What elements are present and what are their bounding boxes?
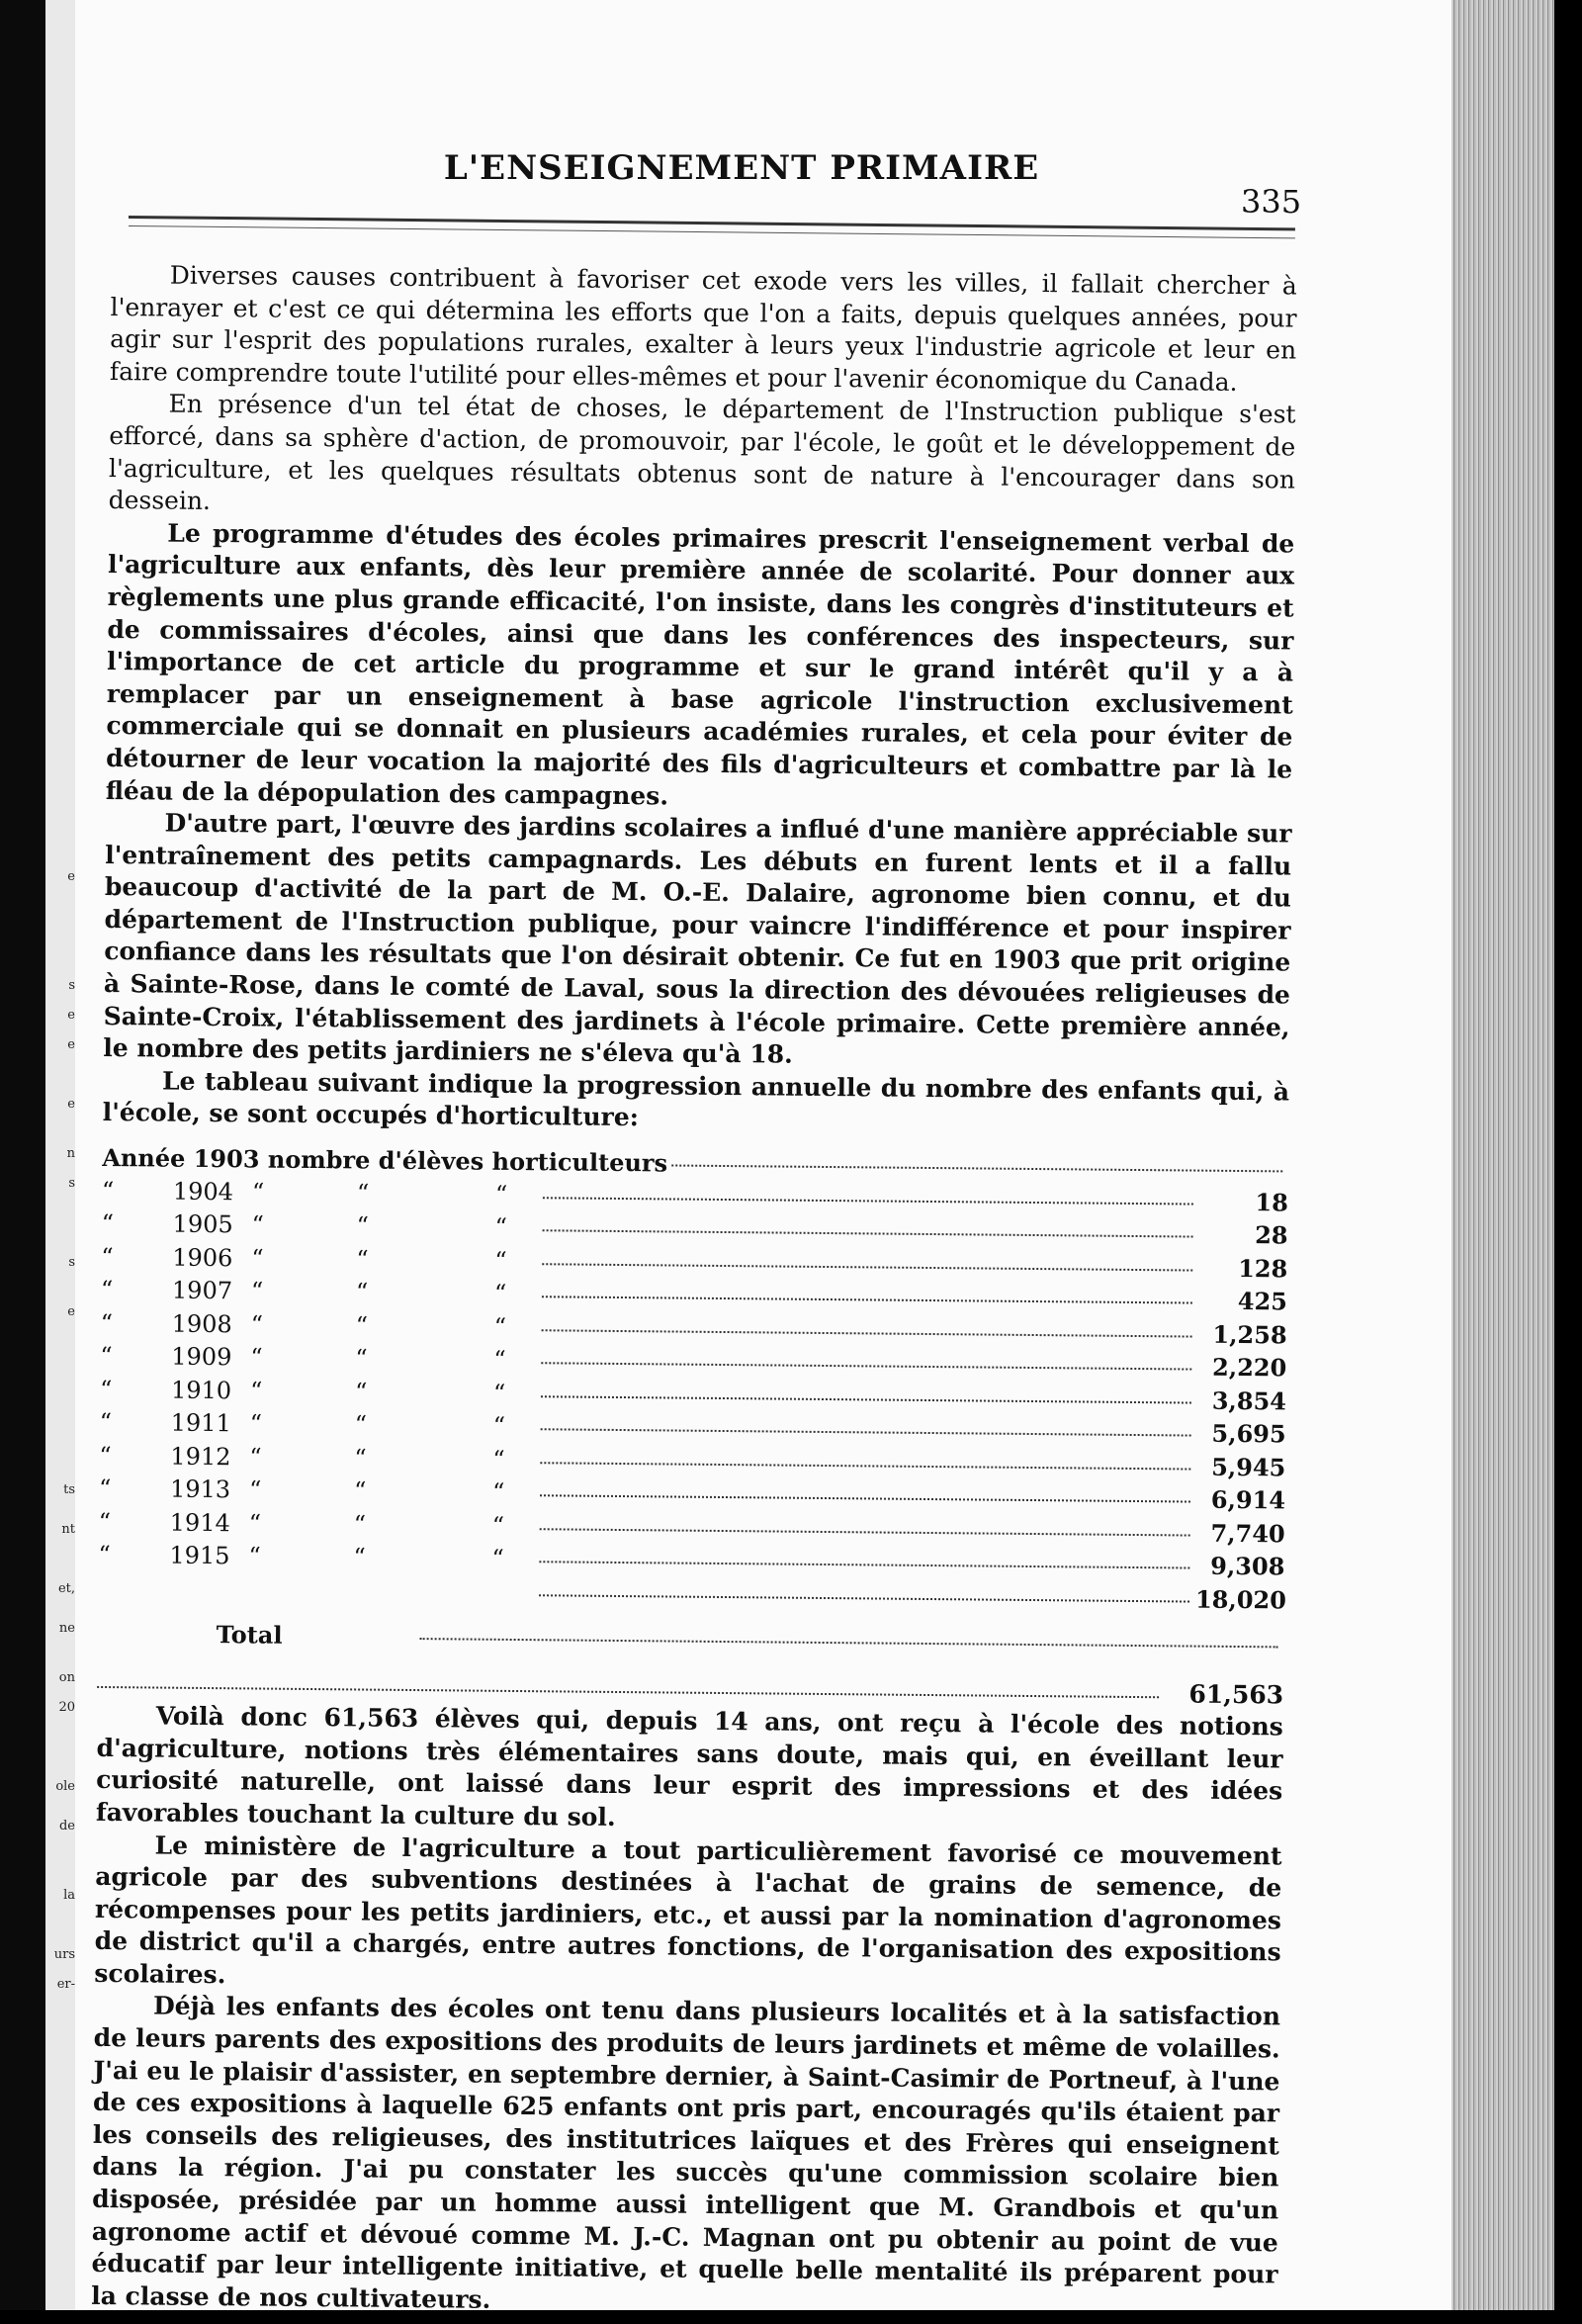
- paragraph: En présence d'un tel état de choses, le département de l'Instruction publique s'est efforcé, dans sa sphère d'action, de promouvoir, par l'école, le goût et le développement de l'agriculture, et les quelques résultats obtenus sont de nature à l'encourager dans son dessein.: [108, 389, 1296, 516]
- facing-page-fragment: s: [68, 978, 75, 993]
- page-body: [91, 259, 1297, 2324]
- ditto-mark: “: [356, 1244, 369, 1274]
- table-value: 7,740: [1210, 1518, 1285, 1548]
- ditto-mark: “: [493, 1279, 507, 1307]
- table-year: [169, 1572, 248, 1606]
- ditto-mark: “: [251, 1243, 264, 1273]
- table-year: 1913: [169, 1475, 231, 1504]
- ditto-mark: “: [494, 1180, 508, 1208]
- paragraph: Voilà donc 61,563 élèves qui, depuis 14 ans, ont reçu à l'école des notions d'agriculture, notions très élémentaires sans doute, mais qui, en éveillant leur curiosité naturelle, ont laissé dans leur esprit des impressions et des idées favorables touchant la culture du sol.: [95, 1701, 1283, 1832]
- ditto-mark: “: [493, 1345, 506, 1374]
- ditto-mark: “: [250, 1277, 264, 1305]
- dot-leader: [97, 1667, 1159, 1697]
- table-value: 1,258: [1212, 1319, 1287, 1349]
- ditto-mark: [353, 1574, 491, 1609]
- ditto-mark: “: [492, 1379, 506, 1407]
- total-label: Total: [216, 1620, 283, 1650]
- ditto-mark: “: [356, 1211, 370, 1240]
- ditto-mark: “: [492, 1411, 506, 1440]
- ditto-mark: “: [248, 1475, 262, 1504]
- ditto-mark: “: [99, 1407, 113, 1437]
- ditto-mark: “: [99, 1441, 112, 1470]
- facing-page-fragment: et,: [57, 1581, 75, 1596]
- table-value: 2,220: [1212, 1352, 1287, 1383]
- ditto-mark: “: [353, 1543, 366, 1571]
- ditto-mark: “: [249, 1376, 263, 1405]
- paragraph: Le tableau suivant indique la progression annuelle du nombre des enfants qui, à l'école, se sont occupés d'horticulture:: [102, 1066, 1290, 1132]
- ditto-mark: “: [354, 1443, 367, 1473]
- facing-page-fragment: nt: [61, 1522, 75, 1537]
- ditto-mark: “: [354, 1377, 368, 1406]
- ditto-mark: “: [100, 1341, 113, 1371]
- facing-page-fragment: e: [67, 1097, 75, 1112]
- page-number: 335: [1241, 183, 1302, 221]
- ditto-mark: “: [249, 1409, 263, 1438]
- ditto-mark: [98, 1571, 169, 1605]
- table-year: 1914: [169, 1508, 230, 1537]
- running-title: L'ENSEIGNEMENT PRIMAIRE: [443, 148, 1040, 188]
- facing-page-fragment: on: [58, 1670, 75, 1685]
- ditto-mark: [248, 1573, 353, 1608]
- table-value: 128: [1238, 1253, 1288, 1284]
- paragraph: Déjà les enfants des écoles ont tenu dans plusieurs localités et à la satisfaction de leurs parents des expositions des produits de leurs jardinets et même de volailles. J'ai eu le plaisir d'assister, en septembre dernier, à Saint-Casimir de Portneuf, à l'une de ces expositions à laquelle 625 enfants ont pris part, encouragés qu'ils étaient par les conseils des religieuses, des institutrices laïques et des Frères qui enseignent dans la région. J'ai pu constater les succès qu'une commission scolaire bien disposée, présidée par un homme aussi intelligent que M. Grandbois et qu'un agronome actif et dévoué comme M. J.-C. Magnan ont pu obtenir au point de vue éducatif par leur intelligente initiative, et quelle belle mentalité ils préparent pour la classe de nos cultivateurs.: [91, 1991, 1281, 2314]
- facing-page-fragment: s: [68, 1176, 75, 1191]
- ditto-mark: “: [101, 1208, 115, 1238]
- total-summary-value: 61,563: [1188, 1679, 1284, 1709]
- ditto-mark: “: [492, 1445, 505, 1474]
- ditto-mark: “: [99, 1375, 113, 1403]
- table-value: 3,854: [1211, 1385, 1287, 1415]
- ditto-mark: “: [250, 1343, 263, 1372]
- paragraph: D'autre part, l'œuvre des jardins scolaires a influé d'une manière appréciable sur l'entraînement des petits campagnards. Les débuts en furent lents et il a fallu beaucoup d'activité de la part de M. O.-E. Dalaire, agronome bien connu, et du département de l'Instruction publique, pour vaincre l'indifférence et pour inspirer confiance dans les résultats que l'on désirait obtenir. Ce fut en 1903 que prit origine à Sainte-Rose, dans le comté de Laval, sous la direction des dévouées religieuses de Sainte-Croix, l'établissement des jardinets à l'école primaire. Cette première année, le nombre des petits jardiniers ne s'éleva qu'à 18.: [103, 808, 1292, 1069]
- table-value: 18: [1255, 1187, 1289, 1217]
- ditto-mark: “: [100, 1275, 114, 1304]
- ditto-mark: “: [494, 1246, 507, 1275]
- table-year: 1906: [172, 1243, 233, 1272]
- ditto-mark: “: [354, 1410, 368, 1439]
- paragraph: Le programme d'études des écoles primaires prescrit l'enseignement verbal de l'agriculture aux enfants, dès leur première année de scolarité. Pour donner aux règlements une plus grande efficacité, l'on insiste, dans les congrès d'instituteurs et de commissaires d'écoles, ainsi que dans les conférences des inspecteurs, sur l'importance de cet article du programme et sur le grand intérêt qu'il y a à remplacer par un enseignement à base agricole l'instruction exclusivement commerciale qui se donnait en plusieurs académies rurales, et cela pour éviter de détourner de leur vocation la majorité des fils d'agriculteurs et combattre par là le fléau de la dépopulation des campagnes.: [105, 518, 1295, 810]
- ditto-mark: “: [101, 1242, 114, 1271]
- ditto-mark: “: [355, 1278, 369, 1306]
- ditto-mark: “: [355, 1310, 369, 1340]
- table-value: 425: [1237, 1287, 1288, 1316]
- facing-page-fragment: e: [67, 1008, 75, 1023]
- ditto-mark: “: [494, 1212, 508, 1241]
- paragraph: Diverses causes contribuent à favoriser cet exode vers les villes, il fallait chercher à l'enrayer et c'est ce qui détermina les efforts que l'on a faits, depuis quelques années, pour agir sur l'esprit des populations rurales, exalter à leurs yeux l'industrie agricole et leur en faire comprendre toute l'utilité pour elles-mêmes et pour l'avenir économique du Canada.: [109, 260, 1297, 397]
- facing-page-fragment: ts: [63, 1482, 75, 1497]
- table-value: 9,308: [1210, 1551, 1285, 1581]
- ditto-mark: “: [101, 1176, 115, 1205]
- ditto-mark: “: [251, 1210, 265, 1239]
- ditto-mark: “: [491, 1477, 505, 1506]
- horticulture-table: [97, 1141, 1288, 1661]
- facing-page-fragment: ne: [58, 1621, 75, 1636]
- ditto-mark: “: [491, 1544, 504, 1572]
- facing-page-fragment: e: [67, 1037, 75, 1052]
- table-year: 1911: [170, 1408, 231, 1438]
- ditto-mark: [491, 1575, 533, 1609]
- ditto-mark: “: [100, 1308, 114, 1337]
- facing-page-fragment: de: [58, 1819, 75, 1833]
- table-value: 5,945: [1211, 1452, 1286, 1481]
- ditto-mark: “: [355, 1344, 368, 1373]
- ditto-mark: “: [251, 1177, 265, 1207]
- ditto-mark: “: [353, 1476, 367, 1505]
- facing-page-fragment: e: [67, 1304, 75, 1319]
- facing-page-fragment: urs: [53, 1947, 75, 1962]
- ditto-mark: “: [98, 1507, 112, 1536]
- table-first-label: Année 1903 nombre d'élèves horticulteurs: [102, 1142, 668, 1178]
- facing-page-fragment: e: [67, 869, 75, 884]
- table-year: 1908: [171, 1309, 232, 1338]
- table-year: 1907: [171, 1276, 233, 1305]
- table-year: 1905: [172, 1209, 233, 1239]
- paragraph: Le ministère de l'agriculture a tout particulièrement favorisé ce mouvement agricole par des subventions destinées à l'achat de grains de semence, de récompenses pour les petits jardiniers, etc., et aussi par la nomination d'agronomes de district qu'il a chargés, entre autres fonctions, de l'organisation des expositions scolaires.: [94, 1831, 1282, 1990]
- facing-page-fragment: s: [68, 1255, 75, 1270]
- table-year: 1915: [169, 1541, 230, 1570]
- facing-page-fragment: er-: [56, 1977, 75, 1992]
- facing-page-fragment: ole: [55, 1779, 75, 1794]
- table-year: 1904: [172, 1177, 234, 1206]
- table-total-row: [97, 1617, 1283, 1661]
- ditto-mark: “: [493, 1312, 507, 1341]
- dot-leader: [671, 1147, 1282, 1173]
- facing-page-fragment: n: [66, 1146, 75, 1161]
- table-year: 1909: [171, 1342, 232, 1372]
- ditto-mark: “: [98, 1474, 112, 1503]
- dot-leader: [420, 1620, 1278, 1648]
- scan-dark-margin: [0, 0, 45, 2310]
- table-value: 5,695: [1211, 1418, 1286, 1449]
- facing-page-fragment: 20: [58, 1700, 75, 1715]
- table-value: 28: [1255, 1220, 1288, 1250]
- table-year: 1910: [170, 1376, 232, 1404]
- table-value: 18,020: [1194, 1584, 1287, 1615]
- ditto-mark: “: [248, 1542, 261, 1570]
- ditto-mark: “: [98, 1540, 111, 1569]
- ditto-mark: “: [356, 1178, 370, 1207]
- table-value: 6,914: [1210, 1484, 1286, 1515]
- ditto-mark: “: [250, 1309, 264, 1339]
- ditto-mark: “: [353, 1509, 367, 1539]
- ditto-mark: “: [491, 1511, 505, 1540]
- ditto-mark: “: [249, 1442, 262, 1472]
- facing-page-fragment: la: [63, 1888, 75, 1903]
- table-year: 1912: [170, 1442, 231, 1471]
- page-stack-edge: [1451, 0, 1582, 2310]
- ditto-mark: “: [248, 1508, 262, 1538]
